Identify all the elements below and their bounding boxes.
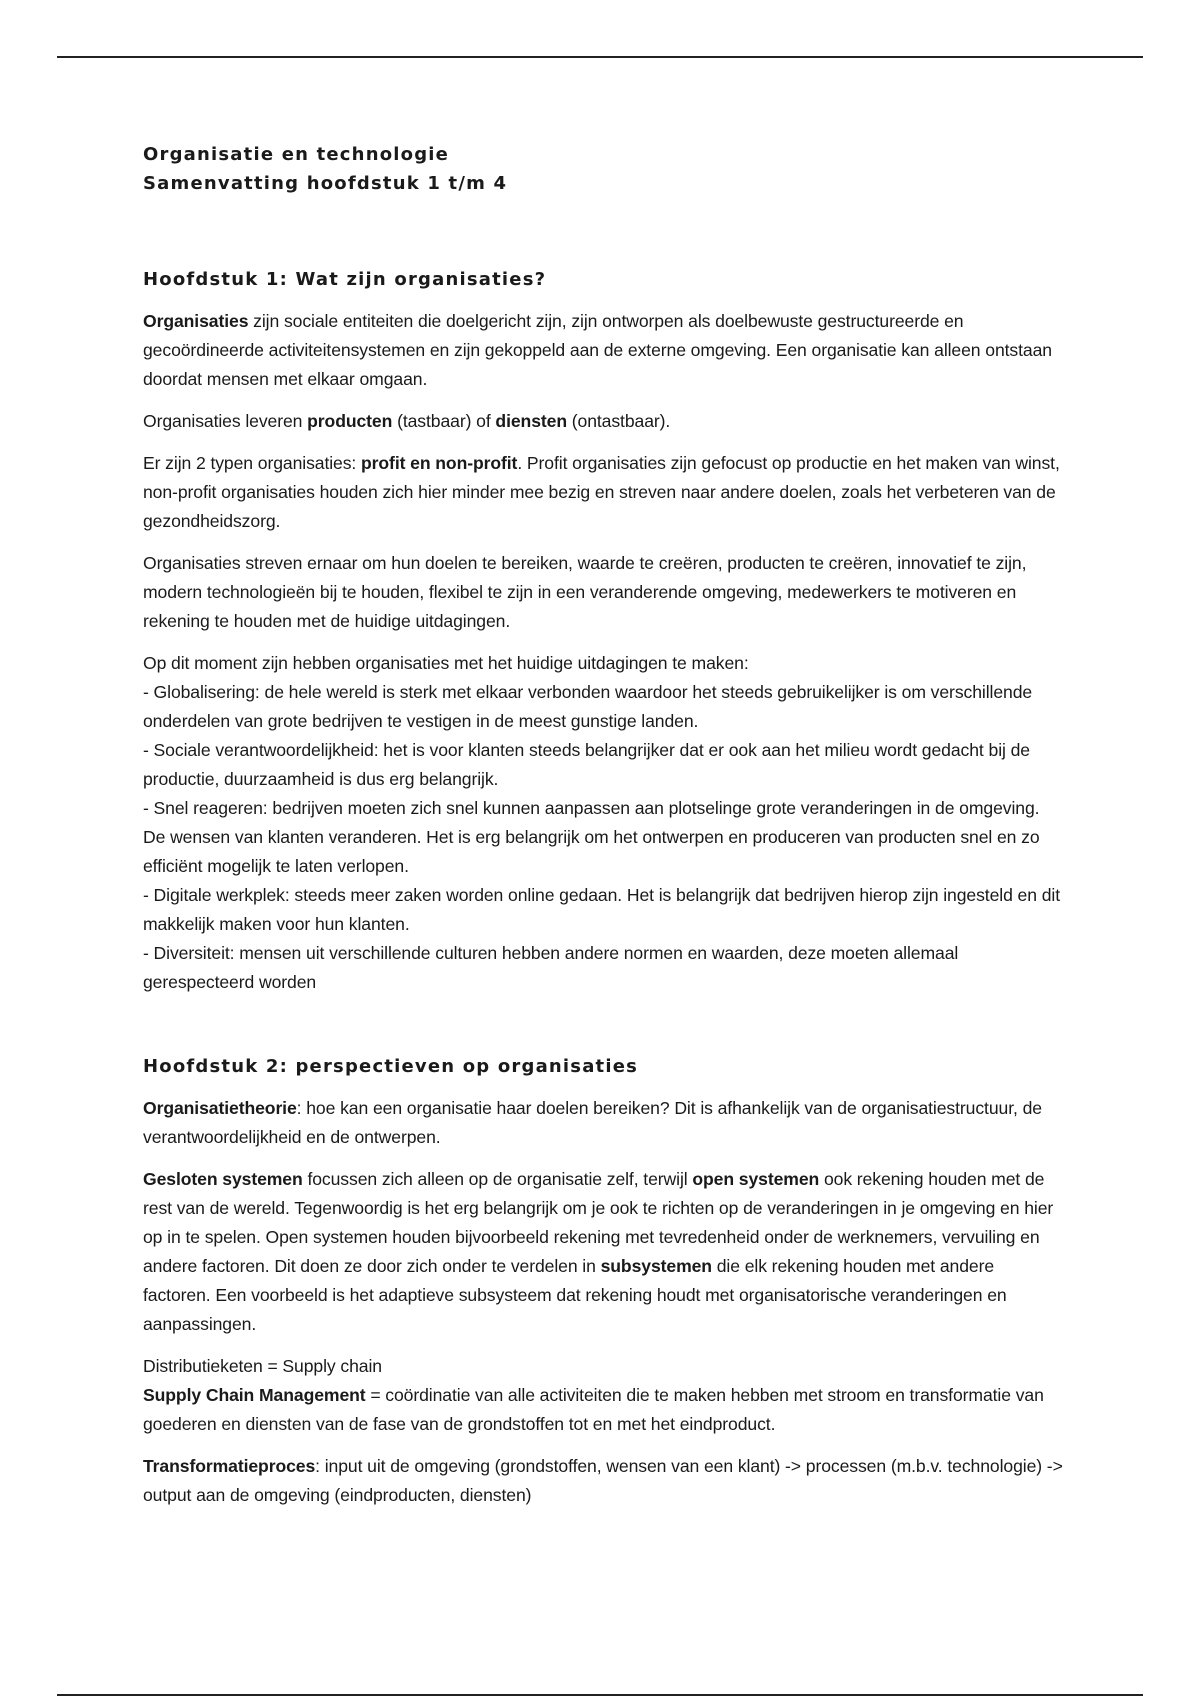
bottom-rule xyxy=(57,1694,1143,1696)
term-organisaties: Organisaties xyxy=(143,311,249,331)
chapter-1-paragraph-4: Organisaties streven ernaar om hun doelen te bereiken, waarde te creëren, producten te creëren, innovatief te zijn, modern technologieën bij te houden, flexibel te zijn in een veranderende omgeving, medewerkers te motiveren en rekening te houden met de huidige uitdagingen. xyxy=(143,553,1027,631)
chapter-2-heading: Hoofdstuk 2: perspectieven op organisaties xyxy=(143,1056,639,1077)
title-line-1: Organisatie en technologie xyxy=(143,144,450,165)
term-subsystemen: subsystemen xyxy=(600,1256,712,1276)
chapter-2-paragraph-3: Distributieketen = Supply chain Supply Chain Management = coördinatie van alle activiteiten die te maken hebben met stroom en transformatie van goederen en diensten van de fase van de grondstoffen tot en met het eindproduct. xyxy=(143,1356,1044,1434)
chapter-1-challenges: Op dit moment zijn hebben organisaties met het huidige uitdagingen te maken: - Globalisering: de hele wereld is sterk met elkaar verbonden waardoor het steeds gebruikelijker is om verschillende onderdelen van grote bedrijven te vestigen in de meest gunstige landen. - Sociale verantwoordelijkheid: het is voor klanten steeds belangrijker dat er ook aan het milieu wordt gedacht bij de productie, duurzaamheid is dus erg belangrijk. - Snel reageren: bedrijven moeten zich snel kunnen aanpassen aan plotselinge grote veranderingen in de omgeving. De wensen van klanten veranderen. Het is erg belangrijk om het ontwerpen en produceren van producten snel en zo efficiënt mogelijk te laten verlopen. - Digitale werkplek: steeds meer zaken worden online gedaan. Het is belangrijk dat bedrijven hierop zijn ingesteld en dit makkelijk maken voor hun klanten. - Diversiteit: mensen uit verschillende culturen hebben andere normen en waarden, deze moeten allemaal gerespecteerd worden xyxy=(143,653,1060,992)
term-producten: producten xyxy=(307,411,393,431)
top-rule xyxy=(57,56,1143,58)
term-supply-chain-management: Supply Chain Management xyxy=(143,1385,366,1405)
challenge-item: - Digitale werkplek: steeds meer zaken worden online gedaan. Het is belangrijk dat bedrijven hierop zijn ingesteld en dit makkelijk maken voor hun klanten. xyxy=(143,885,1060,934)
term-diensten: diensten xyxy=(495,411,567,431)
chapter-1-paragraph-1: Organisaties zijn sociale entiteiten die doelgericht zijn, zijn ontworpen als doelbewuste gestructureerde en gecoördineerde activiteitensystemen en zijn gekoppeld aan de externe omgeving. Een organisatie kan alleen ontstaan doordat mensen met elkaar omgaan. xyxy=(143,311,1052,389)
chapter-2-paragraph-2: Gesloten systemen focussen zich alleen op de organisatie zelf, terwijl open systemen ook rekening houden met de rest van de wereld. Tegenwoordig is het erg belangrijk om je ook te richten op de veranderingen in je omgeving en hier op in te spelen. Open systemen houden bijvoorbeeld rekening met tevredenheid onder de werknemers, vervuiling en andere factoren. Dit doen ze door zich onder te verdelen in subsystemen die elk rekening houden met andere factoren. Een voorbeeld is het adaptieve subsysteem dat rekening houdt met organisatorische veranderingen en aanpassingen. xyxy=(143,1169,1054,1334)
chapter-1-heading: Hoofdstuk 1: Wat zijn organisaties? xyxy=(143,269,547,290)
challenge-item: - Diversiteit: mensen uit verschillende culturen hebben andere normen en waarden, deze moeten allemaal gerespecteerd worden xyxy=(143,943,959,992)
term-open-systemen: open systemen xyxy=(692,1169,820,1189)
chapter-1-paragraph-3: Er zijn 2 typen organisaties: profit en non-profit. Profit organisaties zijn gefocust op productie en het maken van winst, non-profit organisaties houden zich hier minder mee bezig en streven naar andere doelen, zoals het verbeteren van de gezondheidszorg. xyxy=(143,453,1060,531)
term-organisatietheorie: Organisatietheorie xyxy=(143,1098,297,1118)
document-title xyxy=(143,140,1063,198)
document-body xyxy=(143,140,1063,1510)
chapter-2-paragraph-4: Transformatieproces: input uit de omgeving (grondstoffen, wensen van een klant) -> processen (m.b.v. technologie) -> output aan de omgeving (eindproducten, diensten) xyxy=(143,1456,1063,1505)
term-gesloten-systemen: Gesloten systemen xyxy=(143,1169,303,1189)
chapter-1-paragraph-2: Organisaties leveren producten (tastbaar) of diensten (ontastbaar). xyxy=(143,411,671,431)
term-transformatieproces: Transformatieproces xyxy=(143,1456,316,1476)
challenge-item: - Sociale verantwoordelijkheid: het is voor klanten steeds belangrijker dat er ook aan het milieu wordt gedacht bij de productie, duurzaamheid is dus erg belangrijk. xyxy=(143,740,1030,789)
challenge-item: - Snel reageren: bedrijven moeten zich snel kunnen aanpassen aan plotselinge grote veranderingen in de omgeving. De wensen van klanten veranderen. Het is erg belangrijk om het ontwerpen en produceren van producten snel en zo efficiënt mogelijk te laten verlopen. xyxy=(143,798,1040,876)
challenge-item: - Globalisering: de hele wereld is sterk met elkaar verbonden waardoor het steeds gebruikelijker is om verschillende onderdelen van grote bedrijven te vestigen in de meest gunstige landen. xyxy=(143,682,1033,731)
chapter-2-paragraph-1: Organisatietheorie: hoe kan een organisatie haar doelen bereiken? Dit is afhankelijk van de organisatiestructuur, de verantwoordelijkheid en de ontwerpen. xyxy=(143,1098,1042,1147)
term-profit-non-profit: profit en non-profit xyxy=(361,453,518,473)
title-line-2: Samenvatting hoofdstuk 1 t/m 4 xyxy=(143,173,508,194)
